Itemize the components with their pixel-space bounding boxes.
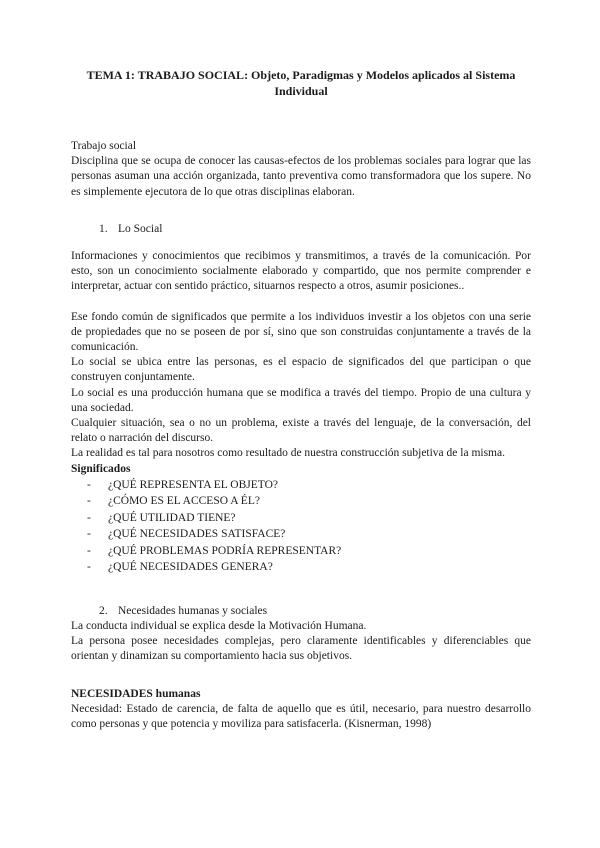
section-1-body [71, 249, 531, 576]
list-item [108, 543, 531, 560]
paragraph: Lo social es una producción humana que se modifica a través del tiempo. Propio de una cultura y una sociedad. [71, 386, 531, 414]
section-2-heading [71, 604, 531, 619]
intro-heading: Trabajo social [71, 140, 137, 152]
list-item-text: ¿QUÉ NECESIDADES GENERA? [108, 561, 273, 574]
significados-heading: Significados [71, 462, 131, 475]
document-title: TEMA 1: TRABAJO SOCIAL: Objeto, Paradigmas y Modelos aplicados al Sistema Individual [86, 68, 516, 98]
paragraph: Cualquier situación, sea o no un problema, existe a través del lenguaje, de la conversación, del relato o narración del discurso. [71, 417, 531, 445]
paragraph: La realidad es tal para nosotros como resultado de nuestra construcción subjetiva de la misma. [71, 447, 505, 460]
section-1-heading [71, 222, 531, 237]
necesidades-heading: NECESIDADES humanas [71, 687, 201, 700]
list-item-text: ¿QUÉ PROBLEMAS PODRÍA REPRESENTAR? [108, 544, 342, 557]
list-item-text: ¿QUÉ NECESIDADES SATISFACE? [108, 528, 286, 541]
paragraph: Ese fondo común de significados que permite a los individuos investir a los objetos con una serie de propiedades que no se poseen de por sí, sino que son construidas conjuntamente a través de la comunicación. [71, 310, 531, 354]
list-item [108, 510, 531, 527]
list-item-text: ¿QUÉ REPRESENTA EL OBJETO? [108, 478, 278, 491]
list-item [108, 493, 531, 510]
paragraph: Lo social se ubica entre las personas, es el espacio de significados del que participan o que construyen conjuntamente. [71, 356, 531, 384]
necesidades-paragraph: Necesidad: Estado de carencia, de falta de aquello que es útil, necesario, para nuestro desarrollo como personas y que potencia y moviliza para satisfacerla. (Kisnerman, 1998) [71, 702, 531, 731]
list-item [108, 526, 531, 543]
list-item-text: ¿QUÉ UTILIDAD TIENE? [108, 511, 236, 524]
section-2-body [71, 619, 531, 732]
intro-paragraph: Disciplina que se ocupa de conocer las causas-efectos de los problemas sociales para lograr que las personas asuman una acción organizada, tanto preventiva como transformadora que los supere. No es simplemente ejecutora de lo que otras disciplinas elaboran. [71, 155, 531, 198]
section-1-number: 1. [99, 222, 108, 235]
section-1-title: Lo Social [118, 222, 163, 235]
section-2-number: 2. [99, 604, 108, 617]
significados-list [71, 477, 531, 576]
paragraph: La conducta individual se explica desde la Motivación Humana. [71, 620, 367, 633]
list-item [108, 559, 531, 576]
list-item-text: ¿CÓMO ES EL ACCESO A ÉL? [108, 495, 260, 508]
paragraph: La persona posee necesidades complejas, pero claramente identificables y diferenciables que orientan y dinamizan su comportamiento hacia sus objetivos. [71, 635, 531, 663]
section-2-title: Necesidades humanas y sociales [118, 604, 268, 617]
intro-section [71, 139, 531, 200]
list-item [108, 477, 531, 494]
paragraph: Informaciones y conocimientos que recibimos y transmitimos, a través de la comunicación. Por esto, son un conocimiento socialmente elaborado y compartido, que nos permite comprender e interpretar, actuar con sentido práctico, situarnos respecto a otros, asumir posiciones.. [71, 250, 531, 293]
